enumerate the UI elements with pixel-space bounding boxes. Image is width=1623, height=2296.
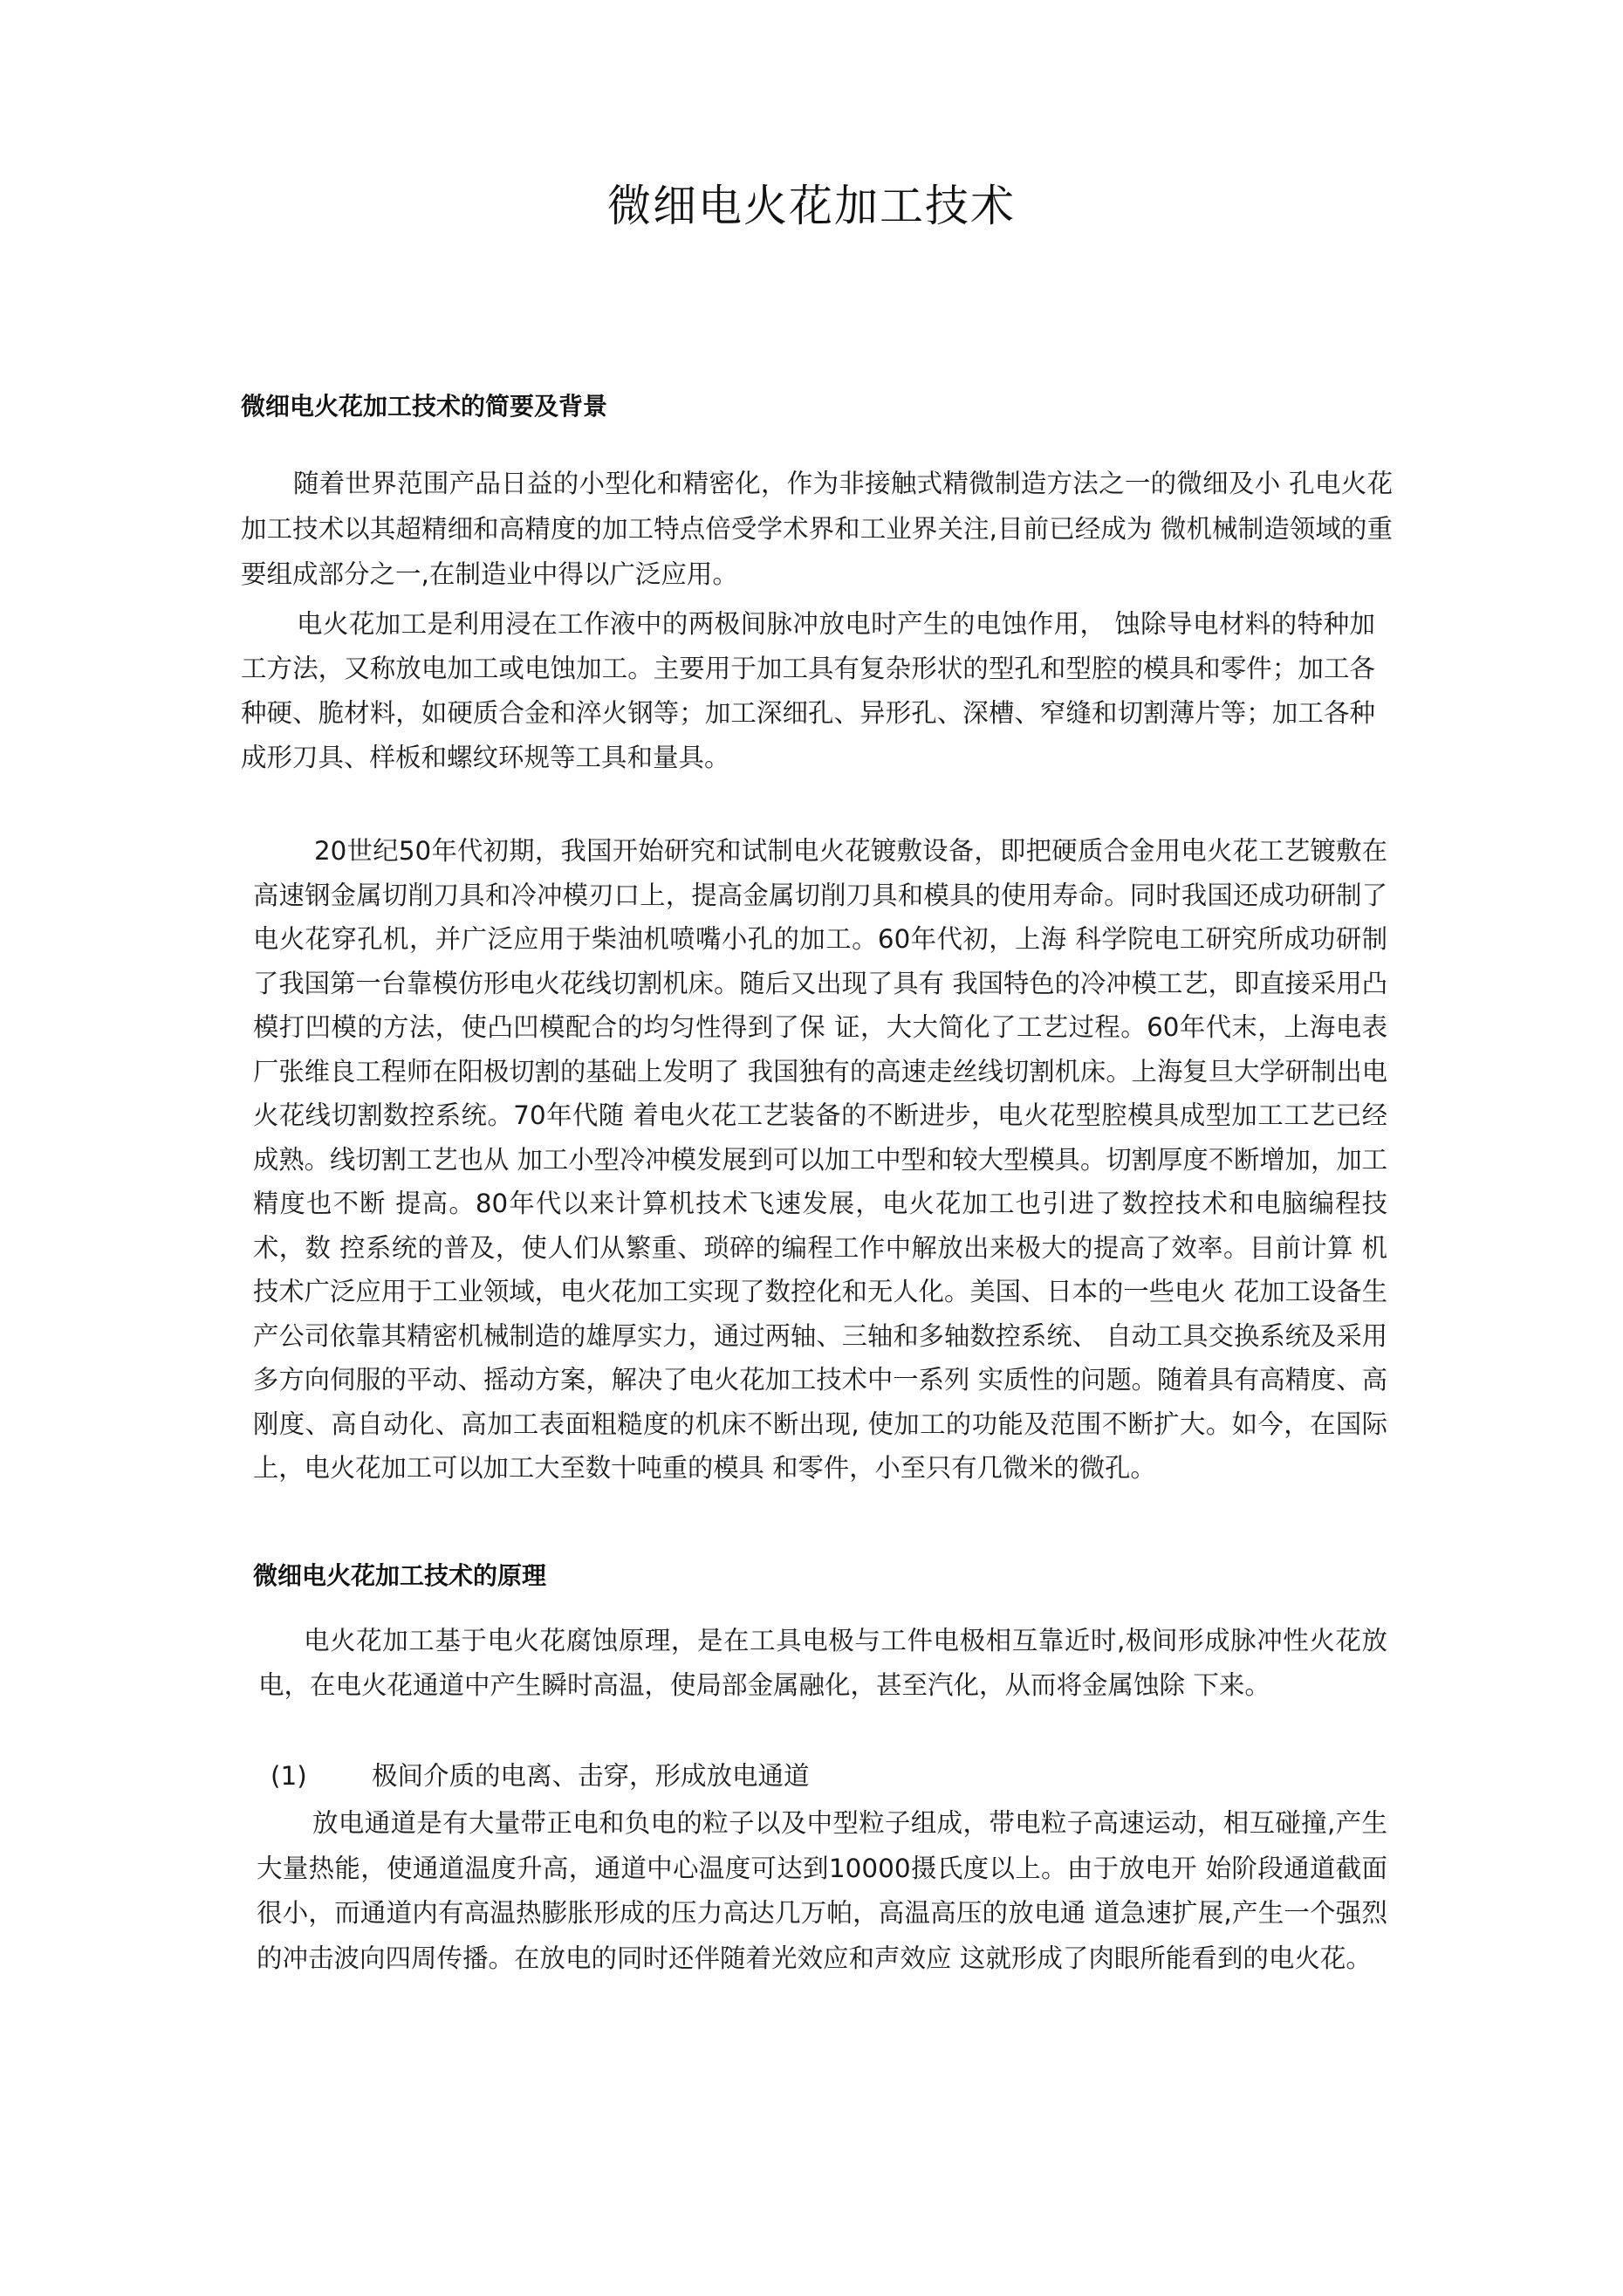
- paragraph-principle: 电火花加工基于电火花腐蚀原理，是在工具电极与工件电极相互靠近时,极间形成脉冲性火花放电，在电火花通道中产生瞬时高温，使局部金属融化，甚至汽化，从而将金属蚀除 下来。: [258, 1626, 1387, 1700]
- list-item: [270, 1754, 810, 1798]
- paragraph-discharge-channel: 放电通道是有大量带正电和负电的粒子以及中型粒子组成，带电粒子高速运动，相互碰撞,产生大量热能，使通道温度升高，通道中心温度可达到10000摄氏度以上。由于放电开 始阶段通道截面很小，而通道内有高温热膨胀形成的压力高达几万帕，高温高压的放电通 道急速扩展,产生一个强烈的冲击波向四周传播。在放电的同时还伴随着光效应和声效应 这就形成了肉眼所能看到的电火花。: [257, 1808, 1387, 1973]
- paragraph-edm-definition: 电火花加工是利用浸在工作液中的两极间脉冲放电时产生的电蚀作用， 蚀除导电材料的特种加工方法，又称放电加工或电蚀加工。主要用于加工具有复杂形状的型孔和型腔的模具和零件；加工各种硬、脆材料，如硬质合金和淬火钢等；加工深细孔、异形孔、深槽、窄缝和切割薄片等；加工各种成形刀具、样板和螺纹环规等工具和量具。: [241, 609, 1375, 772]
- paragraph-history: 20世纪50年代初期，我国开始研究和试制电火花镀敷设备，即把硬质合金用电火花工艺镀敷在高速钢金属切削刀具和冷冲模刃口上，提高金属切削刀具和模具的使用寿命。同时我国还成功研制了电火花穿孔机，并广泛应用于柴油机喷嘴小孔的加工。60年代初，上海 科学院电工研究所成功研制了我国第一台靠模仿形电火花线切割机床。随后又出现了具有 我国特色的冷冲模工艺，即直接采用凸模打凹模的方法，使凸凹模配合的均匀性得到了保 证，大大简化了工艺过程。60年代末，上海电表厂张维良工程师在阳极切割的基础上发明了 我国独有的高速走丝线切割机床。上海复旦大学研制出电火花线切割数控系统。70年代随 着电火花工艺装备的不断进步，电火花型腔模具成型加工工艺已经成熟。线切割工艺也从 加工小型冷冲模发展到可以加工中型和较大型模具。切割厚度不断增加，加工精度也不断 提高。80年代以来计算机技术飞速发展，电火花加工也引进了数控技术和电脑编程技术，数 控系统的普及，使人们从繁重、琐碎的编程工作中解放出来极大的提高了效率。目前计算 机技术广泛应用于工业领域，电火花加工实现了数控化和无人化。美国、日本的一些电火 花加工设备生产公司依靠其精密机械制造的雄厚实力，通过两轴、三轴和多轴数控系统、 自动工具交换系统及采用多方向伺服的平动、摇动方案，解决了电火花加工技术中一系列 实质性的问题。随着具有高精度、高刚度、高自动化、高加工表面粗糙度的机床不断出现, 使加工的功能及范围不断扩大。如今，在国际上，电火花加工可以加工大至数十吨重的模具 和零件，小至只有几微米的微孔。: [253, 836, 1387, 1483]
- document-title: 微细电火花加工技术: [607, 181, 1016, 231]
- section-heading-principle: 微细电火花加工技术的原理: [253, 1561, 547, 1590]
- paragraph-intro: 随着世界范围产品日益的小型化和精密化，作为非接触式精微制造方法之一的微细及小 孔电火花加工技术以其超精细和高精度的加工特点倍受学术界和工业界关注,目前已经成为 微机械制造领域的重要组成部分之一,在制造业中得以广泛应用。: [241, 469, 1393, 589]
- list-item-text: 极间介质的电离、击穿，形成放电通道: [372, 1761, 810, 1791]
- list-item-number: (1): [270, 1761, 307, 1791]
- section-heading-background: 微细电火花加工技术的简要及背景: [241, 392, 608, 421]
